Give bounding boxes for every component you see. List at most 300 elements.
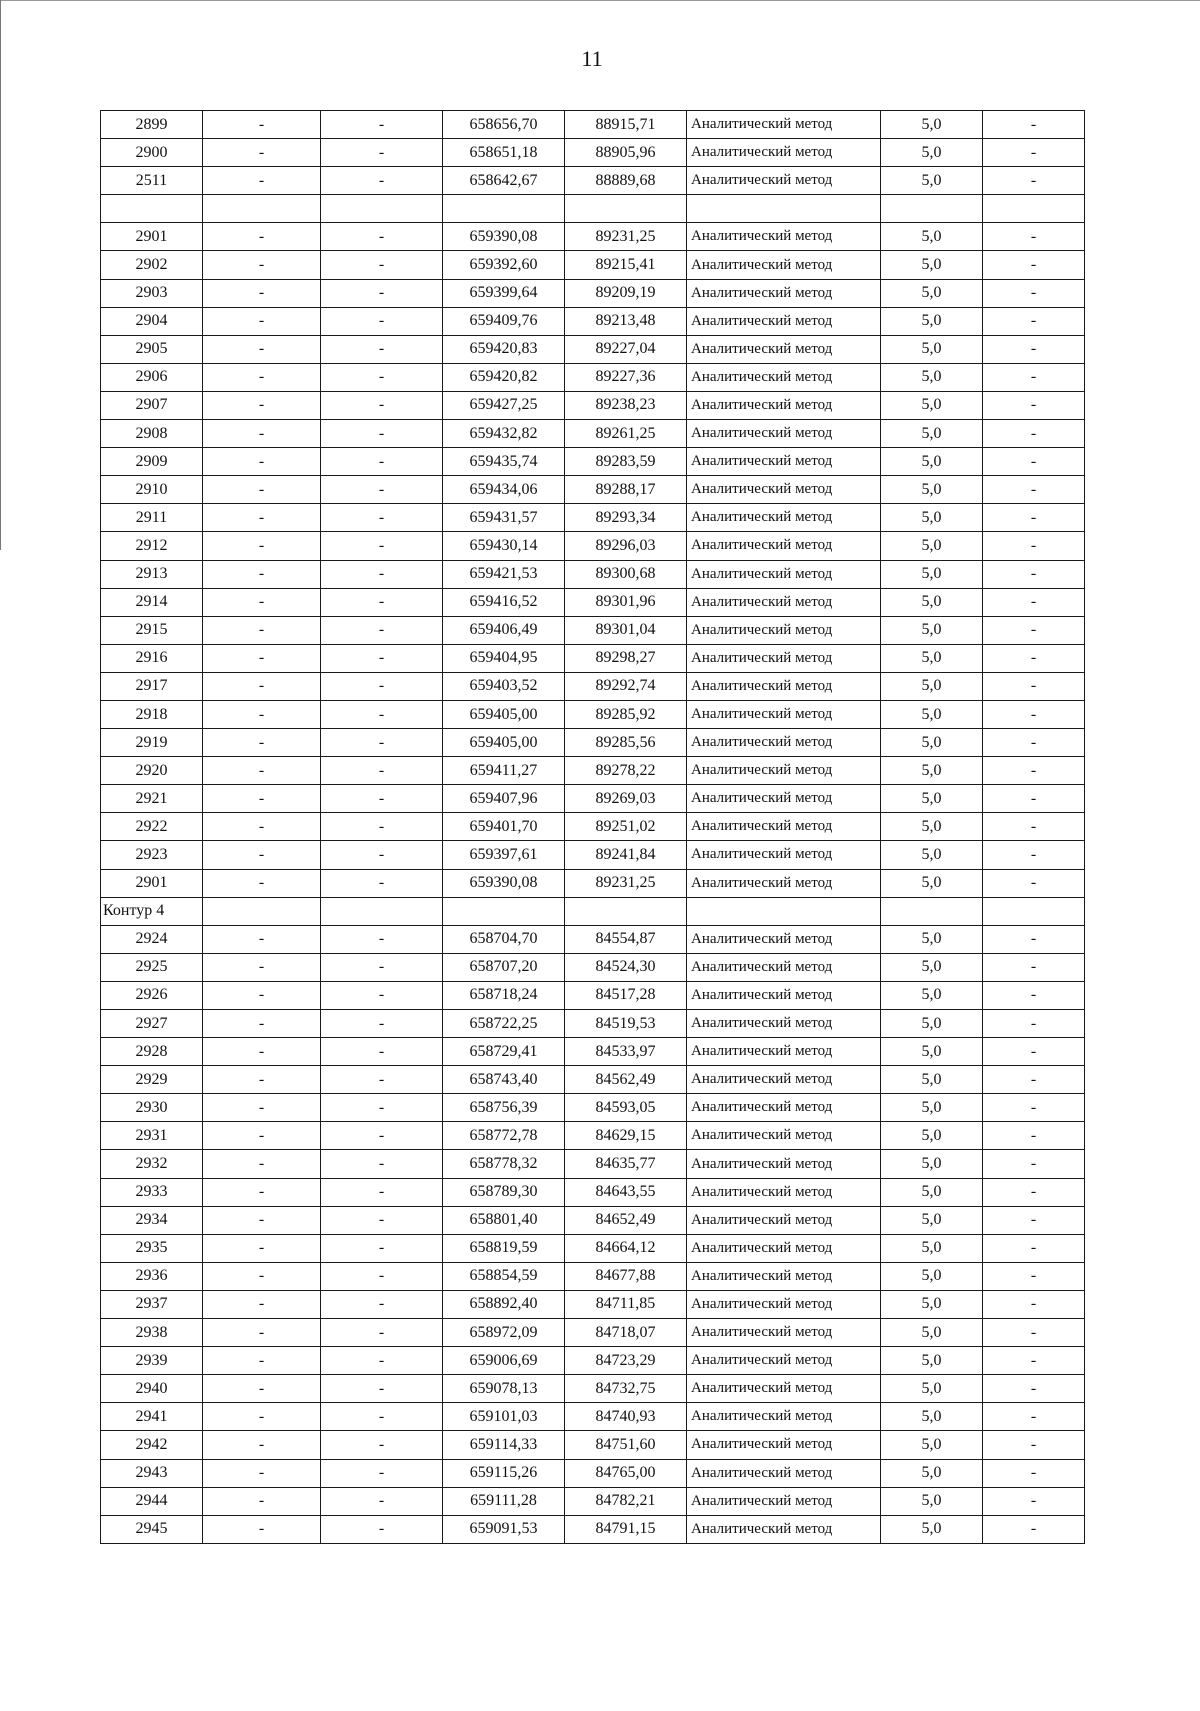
dash-cell: - xyxy=(321,925,443,953)
method-cell: Аналитический метод xyxy=(687,448,881,476)
dash-cell: - xyxy=(983,1347,1085,1375)
point-number-cell: 2921 xyxy=(101,785,203,813)
accuracy-cell: 5,0 xyxy=(881,1094,983,1122)
dash-cell: - xyxy=(203,167,321,195)
x-coordinate-cell: 659431,57 xyxy=(443,504,565,532)
dash-cell: - xyxy=(321,869,443,897)
table-row xyxy=(101,616,1085,644)
y-coordinate-cell: 84519,53 xyxy=(565,1010,687,1038)
dash-cell: - xyxy=(321,1066,443,1094)
point-number-cell: 2911 xyxy=(101,504,203,532)
y-coordinate-cell: 89301,04 xyxy=(565,616,687,644)
y-coordinate-cell: 89227,04 xyxy=(565,335,687,363)
dash-cell: - xyxy=(983,1262,1085,1290)
dash-cell: - xyxy=(983,644,1085,672)
x-coordinate-cell: 658651,18 xyxy=(443,139,565,167)
table-row xyxy=(101,925,1085,953)
y-coordinate-cell: 84718,07 xyxy=(565,1319,687,1347)
accuracy-cell: 5,0 xyxy=(881,1122,983,1150)
method-cell: Аналитический метод xyxy=(687,1262,881,1290)
method-cell: Аналитический метод xyxy=(687,1178,881,1206)
accuracy-cell: 5,0 xyxy=(881,420,983,448)
method-cell: Аналитический метод xyxy=(687,953,881,981)
dash-cell: - xyxy=(203,644,321,672)
y-coordinate-cell: 84554,87 xyxy=(565,925,687,953)
method-cell: Аналитический метод xyxy=(687,1066,881,1094)
dash-cell: - xyxy=(983,1178,1085,1206)
dash-cell: - xyxy=(203,476,321,504)
empty-cell xyxy=(983,195,1085,223)
empty-cell xyxy=(443,897,565,925)
empty-cell xyxy=(321,897,443,925)
dash-cell: - xyxy=(321,111,443,139)
dash-cell: - xyxy=(983,1290,1085,1318)
x-coordinate-cell: 659397,61 xyxy=(443,841,565,869)
accuracy-cell: 5,0 xyxy=(881,560,983,588)
accuracy-cell: 5,0 xyxy=(881,307,983,335)
dash-cell: - xyxy=(321,785,443,813)
dash-cell: - xyxy=(321,139,443,167)
y-coordinate-cell: 89261,25 xyxy=(565,420,687,448)
dash-cell: - xyxy=(321,391,443,419)
method-cell: Аналитический метод xyxy=(687,1094,881,1122)
table-row xyxy=(101,953,1085,981)
section-row xyxy=(101,195,1085,223)
point-number-cell: 2899 xyxy=(101,111,203,139)
dash-cell: - xyxy=(983,981,1085,1009)
table-row xyxy=(101,1347,1085,1375)
method-cell: Аналитический метод xyxy=(687,616,881,644)
table-row xyxy=(101,111,1085,139)
dash-cell: - xyxy=(983,251,1085,279)
accuracy-cell: 5,0 xyxy=(881,532,983,560)
table-row xyxy=(101,307,1085,335)
y-coordinate-cell: 89215,41 xyxy=(565,251,687,279)
method-cell: Аналитический метод xyxy=(687,925,881,953)
y-coordinate-cell: 89296,03 xyxy=(565,532,687,560)
dash-cell: - xyxy=(983,420,1085,448)
accuracy-cell: 5,0 xyxy=(881,1375,983,1403)
dash-cell: - xyxy=(203,1319,321,1347)
table-row xyxy=(101,813,1085,841)
dash-cell: - xyxy=(203,504,321,532)
point-number-cell: 2936 xyxy=(101,1262,203,1290)
dash-cell: - xyxy=(321,981,443,1009)
x-coordinate-cell: 658729,41 xyxy=(443,1038,565,1066)
accuracy-cell: 5,0 xyxy=(881,925,983,953)
dash-cell: - xyxy=(321,757,443,785)
y-coordinate-cell: 89213,48 xyxy=(565,307,687,335)
method-cell: Аналитический метод xyxy=(687,251,881,279)
x-coordinate-cell: 659405,00 xyxy=(443,700,565,728)
method-cell: Аналитический метод xyxy=(687,1515,881,1543)
table-row xyxy=(101,420,1085,448)
method-cell: Аналитический метод xyxy=(687,785,881,813)
dash-cell: - xyxy=(983,1487,1085,1515)
x-coordinate-cell: 658789,30 xyxy=(443,1178,565,1206)
table-row xyxy=(101,560,1085,588)
method-cell: Аналитический метод xyxy=(687,700,881,728)
dash-cell: - xyxy=(983,1403,1085,1431)
point-number-cell: 2903 xyxy=(101,279,203,307)
accuracy-cell: 5,0 xyxy=(881,1459,983,1487)
y-coordinate-cell: 89283,59 xyxy=(565,448,687,476)
accuracy-cell: 5,0 xyxy=(881,1038,983,1066)
x-coordinate-cell: 659407,96 xyxy=(443,785,565,813)
method-cell: Аналитический метод xyxy=(687,167,881,195)
y-coordinate-cell: 84711,85 xyxy=(565,1290,687,1318)
accuracy-cell: 5,0 xyxy=(881,504,983,532)
method-cell: Аналитический метод xyxy=(687,1487,881,1515)
dash-cell: - xyxy=(983,1122,1085,1150)
dash-cell: - xyxy=(203,363,321,391)
empty-cell xyxy=(443,195,565,223)
x-coordinate-cell: 659420,83 xyxy=(443,335,565,363)
y-coordinate-cell: 84562,49 xyxy=(565,1066,687,1094)
table-row xyxy=(101,1010,1085,1038)
dash-cell: - xyxy=(203,813,321,841)
method-cell: Аналитический метод xyxy=(687,335,881,363)
method-cell: Аналитический метод xyxy=(687,1431,881,1459)
empty-cell xyxy=(687,195,881,223)
dash-cell: - xyxy=(983,560,1085,588)
y-coordinate-cell: 84791,15 xyxy=(565,1515,687,1543)
x-coordinate-cell: 658704,70 xyxy=(443,925,565,953)
dash-cell: - xyxy=(321,448,443,476)
x-coordinate-cell: 659409,76 xyxy=(443,307,565,335)
method-cell: Аналитический метод xyxy=(687,363,881,391)
dash-cell: - xyxy=(203,729,321,757)
accuracy-cell: 5,0 xyxy=(881,1290,983,1318)
dash-cell: - xyxy=(203,448,321,476)
dash-cell: - xyxy=(321,1290,443,1318)
dash-cell: - xyxy=(321,1038,443,1066)
table-row xyxy=(101,139,1085,167)
accuracy-cell: 5,0 xyxy=(881,813,983,841)
dash-cell: - xyxy=(203,925,321,953)
table-row xyxy=(101,448,1085,476)
y-coordinate-cell: 89238,23 xyxy=(565,391,687,419)
dash-cell: - xyxy=(321,223,443,251)
dash-cell: - xyxy=(983,504,1085,532)
point-number-cell: 2918 xyxy=(101,700,203,728)
point-number-cell: 2935 xyxy=(101,1234,203,1262)
table-row xyxy=(101,1262,1085,1290)
dash-cell: - xyxy=(203,391,321,419)
y-coordinate-cell: 84593,05 xyxy=(565,1094,687,1122)
table-row xyxy=(101,363,1085,391)
table-row xyxy=(101,729,1085,757)
point-number-cell: 2938 xyxy=(101,1319,203,1347)
method-cell: Аналитический метод xyxy=(687,560,881,588)
x-coordinate-cell: 659432,82 xyxy=(443,420,565,448)
x-coordinate-cell: 658772,78 xyxy=(443,1122,565,1150)
dash-cell: - xyxy=(203,307,321,335)
y-coordinate-cell: 84533,97 xyxy=(565,1038,687,1066)
dash-cell: - xyxy=(983,532,1085,560)
y-coordinate-cell: 84652,49 xyxy=(565,1206,687,1234)
x-coordinate-cell: 659434,06 xyxy=(443,476,565,504)
table-row xyxy=(101,167,1085,195)
dash-cell: - xyxy=(321,813,443,841)
dash-cell: - xyxy=(983,307,1085,335)
dash-cell: - xyxy=(203,1403,321,1431)
dash-cell: - xyxy=(203,1487,321,1515)
dash-cell: - xyxy=(321,1431,443,1459)
table-body xyxy=(101,111,1085,1544)
accuracy-cell: 5,0 xyxy=(881,644,983,672)
dash-cell: - xyxy=(203,588,321,616)
dash-cell: - xyxy=(321,1094,443,1122)
dash-cell: - xyxy=(983,1066,1085,1094)
method-cell: Аналитический метод xyxy=(687,981,881,1009)
method-cell: Аналитический метод xyxy=(687,1403,881,1431)
dash-cell: - xyxy=(321,1178,443,1206)
y-coordinate-cell: 89227,36 xyxy=(565,363,687,391)
x-coordinate-cell: 658819,59 xyxy=(443,1234,565,1262)
x-coordinate-cell: 658892,40 xyxy=(443,1290,565,1318)
dash-cell: - xyxy=(983,1038,1085,1066)
dash-cell: - xyxy=(983,588,1085,616)
dash-cell: - xyxy=(983,1375,1085,1403)
accuracy-cell: 5,0 xyxy=(881,1150,983,1178)
y-coordinate-cell: 89300,68 xyxy=(565,560,687,588)
point-number-cell: 2926 xyxy=(101,981,203,1009)
dash-cell: - xyxy=(983,279,1085,307)
table-row xyxy=(101,785,1085,813)
dash-cell: - xyxy=(983,1515,1085,1543)
empty-cell xyxy=(881,897,983,925)
method-cell: Аналитический метод xyxy=(687,476,881,504)
point-number-cell: 2904 xyxy=(101,307,203,335)
point-number-cell: 2907 xyxy=(101,391,203,419)
x-coordinate-cell: 658778,32 xyxy=(443,1150,565,1178)
point-number-cell: 2945 xyxy=(101,1515,203,1543)
dash-cell: - xyxy=(321,1206,443,1234)
dash-cell: - xyxy=(983,1010,1085,1038)
dash-cell: - xyxy=(983,448,1085,476)
y-coordinate-cell: 89269,03 xyxy=(565,785,687,813)
accuracy-cell: 5,0 xyxy=(881,1431,983,1459)
table-row xyxy=(101,1038,1085,1066)
dash-cell: - xyxy=(983,869,1085,897)
x-coordinate-cell: 659399,64 xyxy=(443,279,565,307)
dash-cell: - xyxy=(203,757,321,785)
dash-cell: - xyxy=(203,1206,321,1234)
accuracy-cell: 5,0 xyxy=(881,279,983,307)
dash-cell: - xyxy=(321,616,443,644)
accuracy-cell: 5,0 xyxy=(881,785,983,813)
page-number: 11 xyxy=(581,46,603,71)
dash-cell: - xyxy=(203,1038,321,1066)
scan-border-top xyxy=(0,0,1200,1)
point-number-cell: 2917 xyxy=(101,672,203,700)
point-number-cell: 2937 xyxy=(101,1290,203,1318)
method-cell: Аналитический метод xyxy=(687,532,881,560)
dash-cell: - xyxy=(203,420,321,448)
dash-cell: - xyxy=(203,223,321,251)
dash-cell: - xyxy=(203,672,321,700)
dash-cell: - xyxy=(203,1515,321,1543)
dash-cell: - xyxy=(983,223,1085,251)
y-coordinate-cell: 89251,02 xyxy=(565,813,687,841)
y-coordinate-cell: 89231,25 xyxy=(565,223,687,251)
y-coordinate-cell: 84782,21 xyxy=(565,1487,687,1515)
accuracy-cell: 5,0 xyxy=(881,869,983,897)
y-coordinate-cell: 84635,77 xyxy=(565,1150,687,1178)
y-coordinate-cell: 84629,15 xyxy=(565,1122,687,1150)
accuracy-cell: 5,0 xyxy=(881,981,983,1009)
accuracy-cell: 5,0 xyxy=(881,1234,983,1262)
empty-cell xyxy=(203,897,321,925)
y-coordinate-cell: 89231,25 xyxy=(565,869,687,897)
point-number-cell: 2913 xyxy=(101,560,203,588)
dash-cell: - xyxy=(983,757,1085,785)
dash-cell: - xyxy=(321,504,443,532)
accuracy-cell: 5,0 xyxy=(881,251,983,279)
x-coordinate-cell: 659403,52 xyxy=(443,672,565,700)
dash-cell: - xyxy=(983,476,1085,504)
accuracy-cell: 5,0 xyxy=(881,139,983,167)
dash-cell: - xyxy=(203,869,321,897)
dash-cell: - xyxy=(983,785,1085,813)
table-row xyxy=(101,1122,1085,1150)
dash-cell: - xyxy=(203,1094,321,1122)
dash-cell: - xyxy=(321,167,443,195)
method-cell: Аналитический метод xyxy=(687,1290,881,1318)
empty-cell xyxy=(565,897,687,925)
dash-cell: - xyxy=(321,476,443,504)
dash-cell: - xyxy=(321,1150,443,1178)
dash-cell: - xyxy=(983,813,1085,841)
accuracy-cell: 5,0 xyxy=(881,167,983,195)
method-cell: Аналитический метод xyxy=(687,1150,881,1178)
x-coordinate-cell: 659091,53 xyxy=(443,1515,565,1543)
method-cell: Аналитический метод xyxy=(687,391,881,419)
accuracy-cell: 5,0 xyxy=(881,1262,983,1290)
dash-cell: - xyxy=(203,139,321,167)
coordinates-table xyxy=(100,110,1085,1544)
table-row xyxy=(101,644,1085,672)
dash-cell: - xyxy=(321,1010,443,1038)
section-label: Контур 4 xyxy=(101,897,203,925)
dash-cell: - xyxy=(203,1010,321,1038)
method-cell: Аналитический метод xyxy=(687,841,881,869)
point-number-cell: 2928 xyxy=(101,1038,203,1066)
method-cell: Аналитический метод xyxy=(687,1347,881,1375)
y-coordinate-cell: 89298,27 xyxy=(565,644,687,672)
x-coordinate-cell: 659406,49 xyxy=(443,616,565,644)
point-number-cell: 2944 xyxy=(101,1487,203,1515)
point-number-cell: 2930 xyxy=(101,1094,203,1122)
y-coordinate-cell: 89278,22 xyxy=(565,757,687,785)
x-coordinate-cell: 658718,24 xyxy=(443,981,565,1009)
point-number-cell: 2902 xyxy=(101,251,203,279)
dash-cell: - xyxy=(203,1459,321,1487)
table-row xyxy=(101,476,1085,504)
empty-cell xyxy=(565,195,687,223)
point-number-cell: 2905 xyxy=(101,335,203,363)
dash-cell: - xyxy=(203,700,321,728)
dash-cell: - xyxy=(203,1066,321,1094)
dash-cell: - xyxy=(983,700,1085,728)
x-coordinate-cell: 659435,74 xyxy=(443,448,565,476)
y-coordinate-cell: 89241,84 xyxy=(565,841,687,869)
y-coordinate-cell: 84765,00 xyxy=(565,1459,687,1487)
x-coordinate-cell: 659427,25 xyxy=(443,391,565,419)
scan-border-left xyxy=(0,0,1,550)
dash-cell: - xyxy=(203,1178,321,1206)
dash-cell: - xyxy=(983,1094,1085,1122)
dash-cell: - xyxy=(203,953,321,981)
x-coordinate-cell: 658756,39 xyxy=(443,1094,565,1122)
table-row xyxy=(101,841,1085,869)
y-coordinate-cell: 84517,28 xyxy=(565,981,687,1009)
table-row xyxy=(101,1431,1085,1459)
method-cell: Аналитический метод xyxy=(687,1234,881,1262)
point-number-cell: 2927 xyxy=(101,1010,203,1038)
accuracy-cell: 5,0 xyxy=(881,700,983,728)
accuracy-cell: 5,0 xyxy=(881,363,983,391)
dash-cell: - xyxy=(321,1515,443,1543)
accuracy-cell: 5,0 xyxy=(881,1347,983,1375)
table-row xyxy=(101,1206,1085,1234)
y-coordinate-cell: 89292,74 xyxy=(565,672,687,700)
point-number-cell: 2914 xyxy=(101,588,203,616)
x-coordinate-cell: 659401,70 xyxy=(443,813,565,841)
y-coordinate-cell: 84740,93 xyxy=(565,1403,687,1431)
dash-cell: - xyxy=(321,1234,443,1262)
dash-cell: - xyxy=(321,1403,443,1431)
dash-cell: - xyxy=(983,335,1085,363)
x-coordinate-cell: 658722,25 xyxy=(443,1010,565,1038)
point-number-cell: 2929 xyxy=(101,1066,203,1094)
y-coordinate-cell: 84723,29 xyxy=(565,1347,687,1375)
dash-cell: - xyxy=(321,532,443,560)
table-row xyxy=(101,251,1085,279)
table-row xyxy=(101,672,1085,700)
dash-cell: - xyxy=(983,1431,1085,1459)
table-row xyxy=(101,1150,1085,1178)
dash-cell: - xyxy=(983,1459,1085,1487)
point-number-cell: 2923 xyxy=(101,841,203,869)
dash-cell: - xyxy=(321,700,443,728)
point-number-cell: 2933 xyxy=(101,1178,203,1206)
dash-cell: - xyxy=(203,1375,321,1403)
table-row xyxy=(101,532,1085,560)
method-cell: Аналитический метод xyxy=(687,1375,881,1403)
method-cell: Аналитический метод xyxy=(687,588,881,616)
x-coordinate-cell: 659101,03 xyxy=(443,1403,565,1431)
dash-cell: - xyxy=(321,1459,443,1487)
empty-cell xyxy=(687,897,881,925)
dash-cell: - xyxy=(321,335,443,363)
dash-cell: - xyxy=(321,1319,443,1347)
method-cell: Аналитический метод xyxy=(687,111,881,139)
dash-cell: - xyxy=(321,420,443,448)
dash-cell: - xyxy=(321,560,443,588)
point-number-cell: 2906 xyxy=(101,363,203,391)
x-coordinate-cell: 659111,28 xyxy=(443,1487,565,1515)
table-row xyxy=(101,1319,1085,1347)
dash-cell: - xyxy=(983,925,1085,953)
dash-cell: - xyxy=(203,251,321,279)
table-row xyxy=(101,504,1085,532)
table-row xyxy=(101,1094,1085,1122)
y-coordinate-cell: 84643,55 xyxy=(565,1178,687,1206)
dash-cell: - xyxy=(203,279,321,307)
table-row xyxy=(101,1290,1085,1318)
